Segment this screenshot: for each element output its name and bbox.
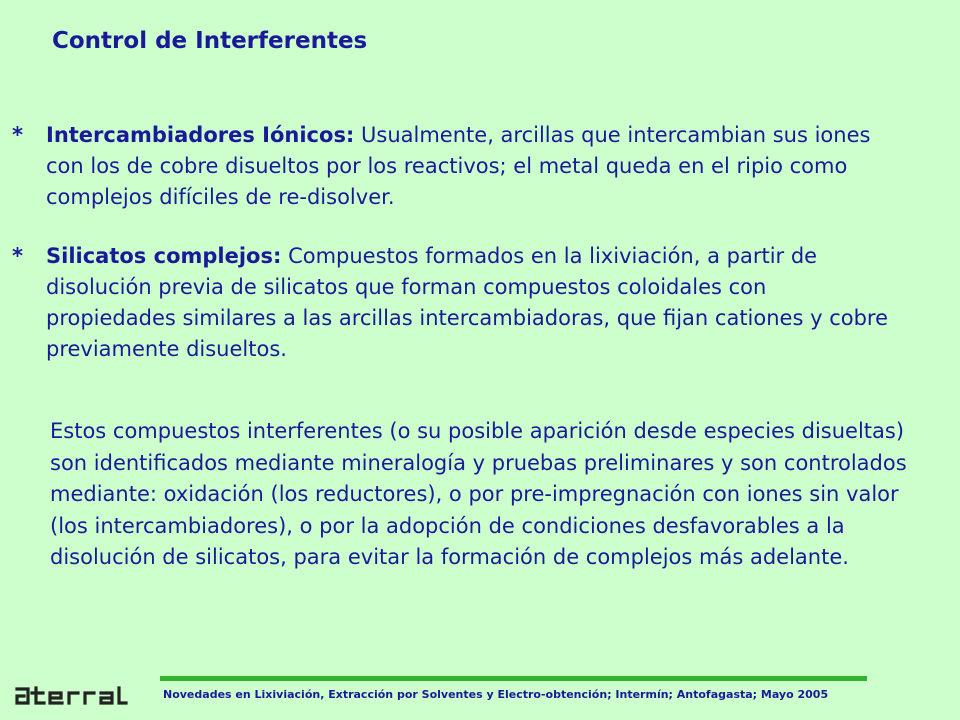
bullet-text — [46, 241, 902, 365]
bullet-description: Usualmente, arcillas que intercambian sus iones con los de cobre disueltos por los reactivos; el metal queda en el ripio como complejos difíciles de re-disolver. — [46, 123, 871, 209]
bullet-marker: * — [12, 244, 23, 268]
bullet-text — [46, 120, 902, 213]
terral-logo — [14, 685, 149, 711]
terral-logo-icon — [14, 685, 149, 707]
footer-divider — [160, 676, 867, 681]
footer-caption: Novedades en Lixiviación, Extracción por Solventes y Electro-obtención; Intermín; Antofagasta; Mayo 2005 — [163, 688, 829, 701]
bullet-item-complex-silicates — [12, 241, 902, 365]
bullet-item-ion-exchangers — [12, 120, 902, 213]
bullet-term: Intercambiadores Iónicos: — [46, 123, 355, 147]
slide-title: Control de Interferentes — [52, 28, 368, 54]
summary-paragraph: Estos compuestos interferentes (o su posible aparición desde especies disueltas) son identificados mediante mineralogía y pruebas preliminares y son controlados mediante: oxidación (los reductores), o por pre-impregnación con iones sin valor (los intercambiadores), o por la adopción de condiciones desfavorables a la disolución de silicatos, para evitar la formación de complejos más adelante. — [50, 419, 907, 569]
bullet-description: Compuestos formados en la lixiviación, a partir de disolución previa de silicatos que forman compuestos coloidales con propiedades similares a las arcillas intercambiadoras, que fijan cationes y cobre previamente disueltos. — [46, 244, 889, 361]
bullet-term: Silicatos complejos: — [46, 244, 282, 268]
bullet-marker: * — [12, 123, 23, 147]
